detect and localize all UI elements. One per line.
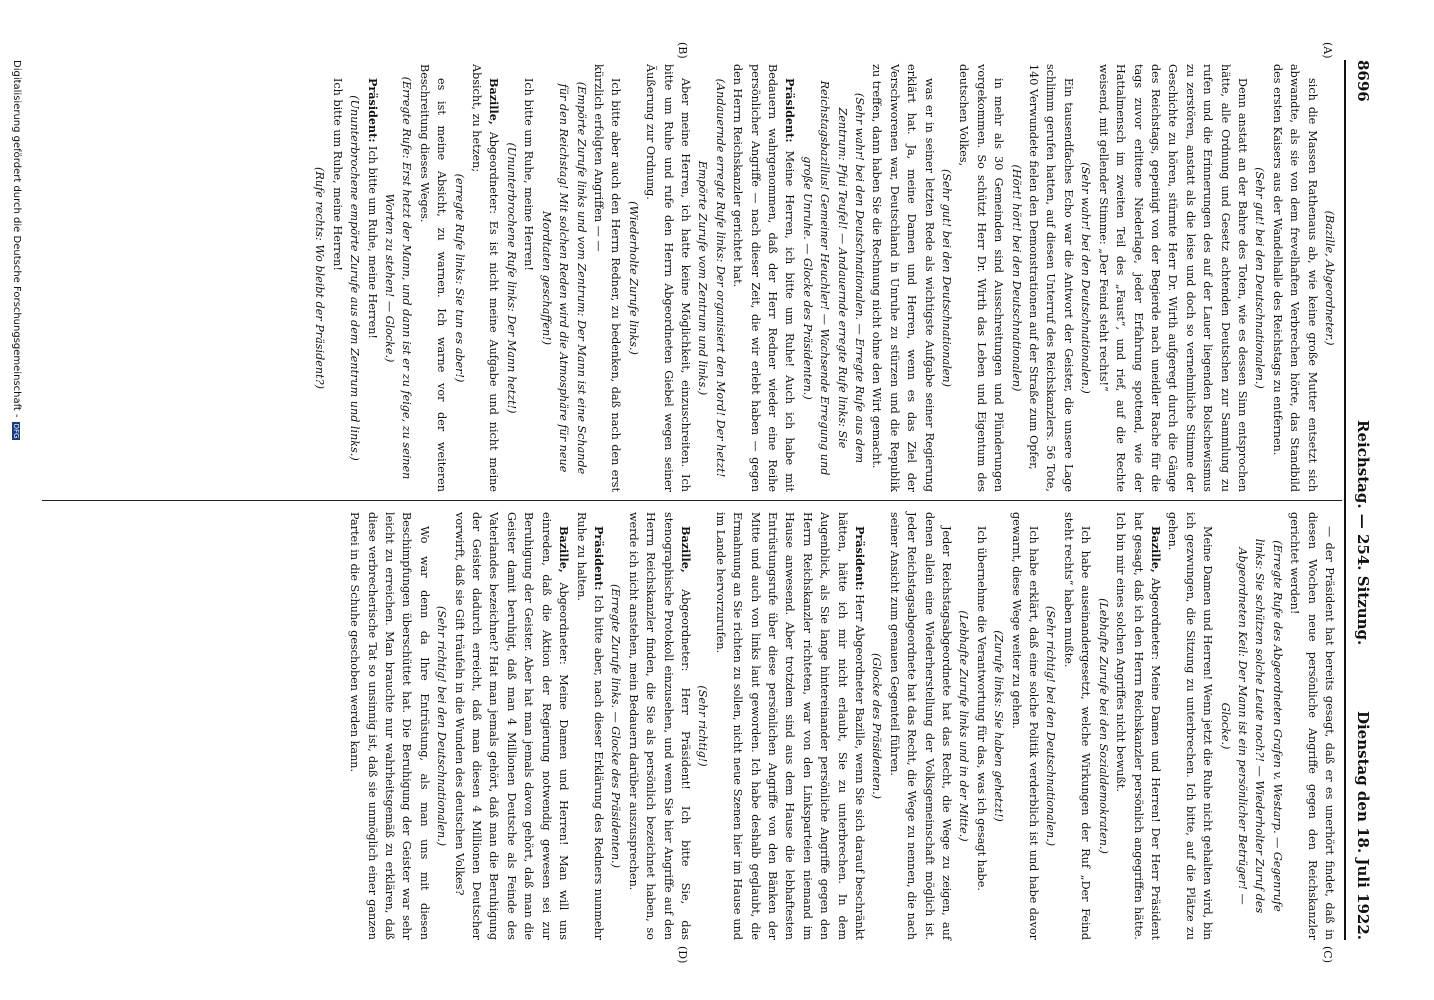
margin-marker-a: (A): [1321, 42, 1334, 59]
speech-paragraph: Ich habe auseinandergesetzt, welche Wirkungen der Ruf „Der Feind steht rechts“ haben mußte.: [1061, 512, 1093, 940]
speech-paragraph: [572, 512, 607, 940]
session-date: Dienstag den 18. Juli 1922.: [1354, 710, 1372, 940]
speech-text: Ich bitte um Ruhe, meine Herren!: [365, 142, 379, 339]
speech-text: Abgeordneter: Es ist nicht meine Aufgabe und nicht meine Absicht, zu hetzen;: [470, 64, 501, 492]
speech-paragraph: [468, 64, 503, 492]
speech-paragraph: [1112, 512, 1164, 940]
speech-text: Abgeordneter: Meine Damen und Herren! Der Herr Präsident hat gesagt, daß ich den Herrn Reichskanzler persönlich angegriffen hätte. Ich bin mir eines solchen Angriffes nicht bewußt.: [1114, 512, 1162, 940]
speech-paragraph: [450, 512, 572, 940]
stage-direction: (Sehr gut! bei den Deutschnationalen.): [1253, 167, 1267, 389]
stage-direction: (Erregte Rufe des Abgeordneten Grafen v. Westarp. — Gegenrufe links: Sie schützen solche Leute noch?! — Wiederholter Zuruf des Abgeordneten Keil: Der Mann ist ein persönlicher Betrüger! — Glocke.): [1218, 538, 1284, 914]
stage-direction: (Erregte Rufe: Erst hetzt der Mann, und dann ist er zu feige, zu seinen Worten zu stehen! — Glocke.): [383, 76, 414, 480]
margin-marker-d: (D): [676, 946, 689, 964]
speaker-name: Bazille,: [487, 78, 502, 125]
speech-text: Meine Herren, ich bitte um Ruhe! Auch ich habe mit Bedauern wahrgenommen, daß der Herr Redner wieder eine Reihe persönlicher Angriffe — nach dieser Zeit, die wir erlebt haben — gegen den Herrn Reichskanzler gerichtet hat.: [731, 64, 797, 492]
credit-text: Digitalisierung gefördert durch die Deutsche Forschungsgemeinschaft -: [11, 60, 22, 418]
speech-text: Ich bitte aber, nach dieser Erklärung des Redners nunmehr Ruhe zu halten.: [574, 512, 605, 940]
speech-paragraph: Wo war denn da Ihre Entrüstung, als man uns mit diesen Beschimpfungen überschüttet hat. Die Beruhigung der Geister war sehr leicht zu erreichen. Man brauchte nur wahrheitsgemäß zu erklären, daß diese verbrecherische Tat so unsinnig ist, daß sie unmöglich einer ganzen Partei in die Schuhe geschoben werden kann.: [348, 512, 431, 940]
right-text-column: [346, 512, 1338, 940]
stage-direction: (Sehr richtig! bei den Deutschnationalen.): [435, 605, 449, 847]
speech-paragraph: Jeder Reichstagsabgeordnete hat das Recht, die Wege zu zeigen, auf denen allein eine Wiederherstellung der Volksgemeinschaft möglich ist. Jeder Reichstagsabgeordnete hat das Recht, die Wege zu nennen, die nach seiner Ansicht zum genauen Gegenteil führen.: [887, 512, 954, 940]
page-header: [1350, 60, 1372, 940]
stage-direction: (Hört! hört! bei den Deutschnationalen): [1009, 164, 1023, 392]
stage-direction: (Lebhafte Zurufe links und in der Mitte.): [957, 610, 971, 842]
speaker-name: Präsident:: [853, 526, 868, 591]
speech-paragraph: — der Präsident hat bereits gesagt, daß er es unerhört findet, daß in diesen Wochen neue persönliche Angriffe gegen den Reichskanzler gerichtet werden!: [1288, 512, 1336, 940]
speech-paragraph: [363, 64, 380, 492]
speech-text: Abgeordneter: Herr Präsident! Ich bitte Sie, das stenographische Protokoll einzusehen, und wenn Sie hier Angriffe auf den Herrn Reichskanzler finden, die Sie als persönlich bezeichnet haben, so werde ich nicht anstehen, mein Bedauern darüber auszusprechen.: [626, 512, 692, 940]
speaker-name: Präsident:: [365, 78, 380, 143]
stage-direction: (Andauernde erregte Rufe links: Der organisiert den Mord! Der hetzt! Empörte Zurufe vom Zentrum und links.): [696, 78, 727, 478]
speech-paragraph: [729, 64, 799, 492]
dfg-logo: DFG: [12, 423, 20, 439]
speech-paragraph: sich die Massen Rathenaus ab, wie keine große Mutter entsetzt sich abwandte, als sie von dem frevelhaften Verbrechen hörte, das Standbild des ersten Kaisers aus der Wandelhalle des Reichstags zu entfernen.: [1270, 64, 1319, 492]
stage-direction: (erregte Rufe links: Sie tun es aber!): [452, 173, 466, 383]
speech-paragraph: in mehr als 30 Gemeinden sind Ausschreitungen und Plünderungen vorgekommen. So schützt Herr Dr. Wirth das Leben und Eigentum des deutschen Volkes,: [957, 64, 1006, 492]
speech-paragraph: Meine Damen und Herren! Wenn jetzt die Ruhe nicht gehalten wird, bin ich gezwungen, die Sitzung zu unterbrechen. Ich bitte, auf die Plätze zu gehen.: [1166, 512, 1215, 940]
speech-paragraph: [624, 512, 694, 940]
digitization-credit: [11, 60, 22, 440]
speech-paragraph: Ich bitte um Ruhe, meine Herren!: [330, 78, 344, 271]
speaker-name: Bazille,: [1148, 526, 1163, 573]
speech-paragraph: Aber meine Herren, ich hatte keine Möglichkeit, einzuschreiten. Ich bitte um Ruhe und rufe den Herrn Abgeordneten Giebel wegen seiner Äußerung zur Ordnung.: [644, 64, 692, 492]
speaker-name: Bazille,: [678, 526, 693, 573]
speech-paragraph: Ich übernehme die Verantwortung für das, was ich gesagt habe.: [974, 526, 988, 891]
speaker-name: Präsident:: [783, 78, 798, 143]
page-number: 8696: [1354, 60, 1372, 102]
speaker-name: Präsident:: [591, 526, 606, 591]
left-text-column: [311, 64, 1338, 492]
stage-direction: (Sehr wahr! bei den Deutschnationalen. — Erregte Rufe aus dem Zentrum: Pfui Teufel! — Andauernde erregte Rufe links: Sie Reichstagsbazillus! Gemeiner Heuchler! — Wachsende Erregung und große Unruhe. — Glocke des Präsidenten.): [800, 80, 867, 476]
stage-direction: (Ununterbrochene empörte Zurufe aus dem Zentrum und links.): [348, 95, 362, 461]
session-title: Reichstag. — 254. Sitzung.: [1354, 420, 1372, 646]
stage-direction: (Bazille, Abgeordneter.): [1323, 210, 1336, 346]
speaker-name: Bazille,: [557, 526, 572, 573]
speech-paragraph: es ist meine Absicht, zu warnen. Ich warne vor der weiteren Beschreitung dieses Weges.: [417, 64, 449, 492]
stage-direction: (Sehr wahr! bei den Deutschnationalen.): [1079, 162, 1093, 394]
stage-direction: (Wiederholte Zurufe links.): [626, 201, 640, 355]
stage-direction: (Empörte Zurufe links und vom Zentrum: Der Mann ist eine Schande für den Reichstag! Mit solchen Reden wird die Atmosphäre für neue Mordtaten geschaffen!): [539, 81, 588, 475]
column-divider: [42, 500, 1342, 501]
speech-text: Abgeordneter: Meine Damen und Herren! Man will uns einreden, daß die Aktion der Regierung notwendig gewesen sei zur Beruhigung der Geister. Aber hat man jemals davon gehört, daß man die Geister damit beruhigt, daß man 4 Millionen Deutsche als Feinde des Vaterlandes bezeichnet? Hat man jemals gehört, daß man die Beruhigung der Geister dadurch erreicht, daß man diesen 4 Millionen Deutscher vorwirft, daß sie Gift träufeln in die Wunden des deutschen Volkes?: [452, 512, 571, 940]
speech-paragraph: [711, 512, 868, 940]
stage-direction: (Rufe rechts: Wo bleibt der Präsident?): [313, 167, 327, 389]
stage-direction: (Lebhafte Zurufe bei den Sozialdemokraten.): [1096, 598, 1110, 854]
speech-paragraph: Denn anstatt an der Bahre des Toten, wie es dessen Sinn entsprochen hätte, alle Ordnung und Gesetz achtenden Deutschen zur Sammlung zu rufen und die Erinnerungen des auf der Lauer liegenden Bolschewismus zu zerstören, anstatt als die leise und doch so vernehmliche Stimme der Geschichte zu hören, stürmte Herr Dr. Wirth aufgeregt durch die Gänge des Reichstags, gepeinigt von der Begierde nach uneidler Rache für die tags zuvor erlittene Niederlage, jeder Erfahrung spottend, wie der Hattalmensch im zweiten Teil des „Faust“, und rief, auf die Rechte weisend, mit gellender Stimme: „Der Feind steht rechts!“: [1096, 64, 1249, 492]
speech-paragraph: was er in seiner letzten Rede als wichtigste Aufgabe seiner Regierung erklärt hat. Ja, meine Damen und Herren, wenn es das Ziel der Verschworenen war, Deutschland in Unruhe zu stürzen und die Republik zu treffen, dann haben Sie die Rechnung nicht ohne den Wirt gemacht.: [870, 64, 936, 492]
stage-direction: (Sehr richtig! bei den Deutschnationalen.): [1044, 605, 1058, 847]
header-rule: [1344, 60, 1346, 940]
speech-paragraph: Ich bitte um Ruhe, meine Herren!: [522, 78, 536, 271]
speech-paragraph: Ich bitte aber auch den Herrn Redner, zu bedenken, daß nach den erst kürzlich erfolgten Angriffen — —: [591, 64, 623, 492]
stage-direction: (Zurufe links: Sie haben gehetzt!): [992, 630, 1006, 822]
speech-text: Herr Abgeordneter Bazille, wenn Sie sich darauf beschränkt hätten, hätte ich mir nicht erlaubt, Sie zu unterbrechen. In dem Augenblick, als Sie lange hintereinander persönliche Angriffe gegen den Herrn Reichskanzler richteten, war von den Linksparteien niemand im Hause anwesend. Aber trotzdem sind aus dem Hause die lebhaftesten Entrüstungsrufe über diese persönlichen Angriffe von den Bänken der Mitte und auch von links laut geworden. Ich habe deshalb geglaubt, die Ermahnung an Sie richten zu sollen, nicht neue Szenen hier im Hause und im Lande hervorzurufen.: [713, 512, 867, 940]
stage-direction: (Erregte Zurufe links. — Glocke des Präsidenten.): [609, 584, 623, 868]
stage-direction: (Sehr gut! bei den Deutschnationalen): [940, 169, 954, 387]
speech-paragraph: Ich habe erklärt, daß eine solche Politik verderblich ist und habe davor gewarnt, diese Wege weiter zu gehen.: [1009, 512, 1041, 940]
margin-marker-c: (C): [1321, 946, 1334, 963]
stage-direction: (Glocke des Präsidenten.): [870, 652, 884, 799]
speech-paragraph: Ein tausendfaches Echo war die Antwort der Geister, die unsere Lage schlimm gerufen hatten, auf diesen Unterruf des Reichskanzlers. 56 Tote, 140 Verwundete fielen den Demonstrationen auf der Straße zum Opfer,: [1027, 64, 1075, 492]
stage-direction: (Sehr richtig!): [696, 685, 710, 767]
margin-marker-b: (B): [676, 42, 689, 59]
stage-direction: (Ununterbrochene Rufe links: Der Mann hetzt!): [504, 142, 518, 414]
